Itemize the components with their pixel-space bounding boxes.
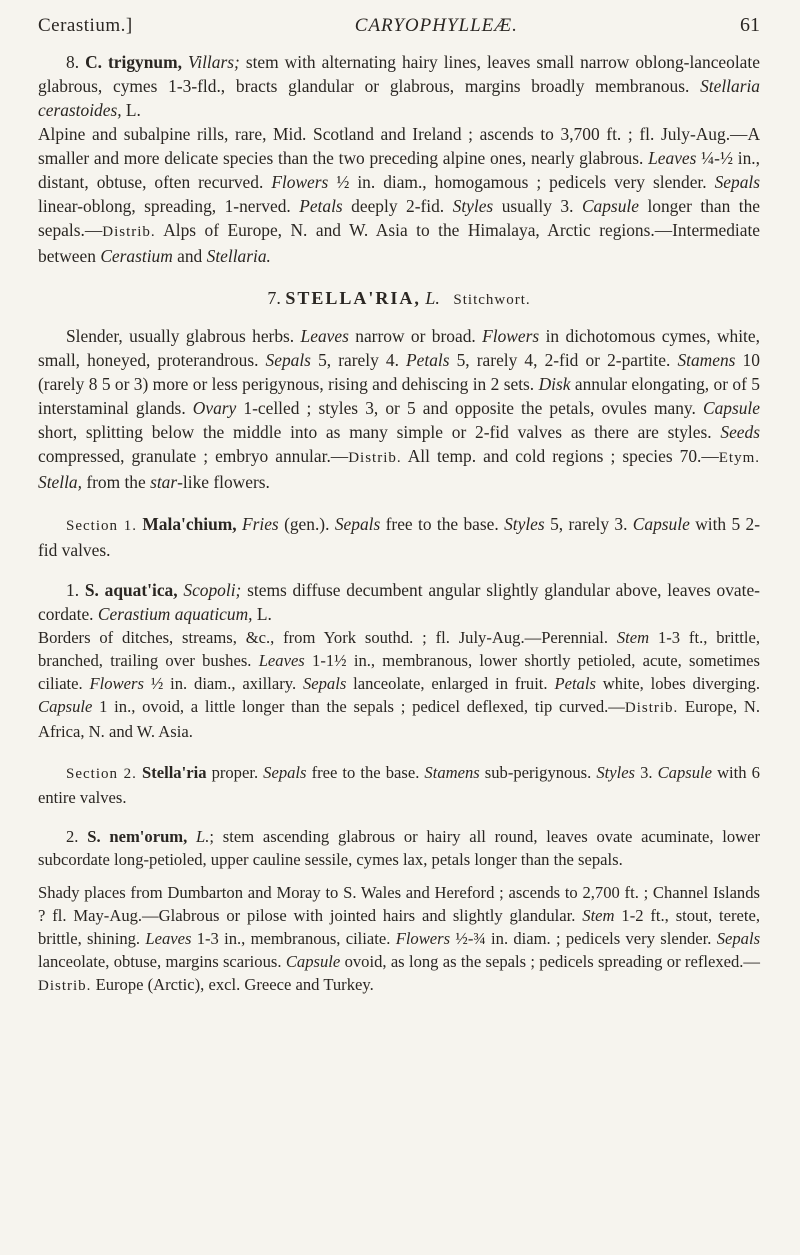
species-author: Villars; — [187, 52, 240, 72]
leaves-text: 1-3 in., membranous, ciliate. — [196, 929, 391, 948]
pedicels-text: pedicels very slender. — [565, 929, 712, 948]
page-number: 61 — [739, 14, 760, 36]
genus-ref: Stellaria. — [206, 246, 271, 266]
synonym-author: L. — [256, 604, 272, 624]
distrib-text: Europe, N. Africa, N. and W. Asia. — [38, 697, 760, 741]
flowers-label: Flowers — [395, 929, 451, 948]
species-name: aquat'ica, — [104, 580, 178, 600]
styles-text: 3. — [640, 763, 653, 782]
flowers-label: Flowers — [271, 172, 329, 192]
petals-text: deeply 2-fid. — [351, 196, 445, 216]
species-name: nem'orum, — [109, 827, 188, 846]
capsule-text: ovoid, as long as the sepals ; pedicels spreading or reflexed.— — [344, 952, 761, 971]
distrib-text: Europe (Arctic), excl. Greece and Turkey. — [95, 975, 374, 994]
genus-ref: Cerastium — [100, 246, 173, 266]
capsule-text: short, splitting below the middle into as many simple or 2-fid valves as there are styles. — [38, 422, 712, 442]
conjunction: and — [177, 246, 203, 266]
distrib-label: Distrib. — [348, 450, 402, 466]
capsule-label: Capsule — [285, 952, 341, 971]
habit-text: Slender, usually glabrous herbs. — [66, 326, 295, 346]
etymology-genus: Stella, — [38, 472, 82, 492]
distrib-label: Distrib. — [38, 978, 92, 994]
habitat-text: Borders of ditches, streams, &c., from York southd. ; fl. July-Aug.—Perennial. — [38, 628, 609, 647]
stamens-text: 10 (rarely 8 5 or 3) more or less perigynous, rising and dehiscing in 2 sets. — [38, 350, 760, 394]
styles-text: usually 3. — [501, 196, 574, 216]
sepals-text: free to the base. — [385, 514, 499, 534]
capsule-label: Capsule — [702, 398, 760, 418]
genus-description — [38, 324, 760, 494]
capsule-text: longer than the sepals.— — [38, 196, 760, 240]
distrib-label: Distrib. — [624, 700, 679, 716]
distrib-label: Distrib. — [102, 224, 156, 240]
capsule-label: Capsule — [38, 697, 93, 716]
synonym-author: L. — [125, 100, 141, 120]
stem-text: 1-2 ft., stout, terete, brittle, shining. — [38, 906, 760, 948]
petals-text: 5, rarely 4, 2-fid or 2-partite. — [456, 350, 671, 370]
common-name: Stitchwort. — [453, 292, 531, 308]
styles-text: 5, rarely 3. — [550, 514, 628, 534]
entry-number: 1. — [66, 580, 80, 600]
styles-label: Styles — [452, 196, 494, 216]
stem-label: Stem — [616, 628, 650, 647]
leaves-text: narrow or broad. — [355, 326, 476, 346]
disk-label: Disk — [538, 374, 571, 394]
genus-abbrev: C. — [85, 52, 102, 72]
etymology-text: -like flowers. — [177, 472, 270, 492]
species-details-nemorum — [38, 881, 760, 998]
disk-text: annular elongating, or of 5 interstaminal glands. — [38, 374, 760, 418]
species-entry-trigynum — [38, 50, 760, 122]
leaves-text: 1-1½ in., membranous, lower shortly petioled, acute, sometimes ciliate. — [38, 651, 760, 693]
genus-number: 7. — [267, 288, 281, 308]
section-author: Fries — [241, 514, 279, 534]
capsule-text: with 6 entire valves. — [38, 763, 760, 807]
synonym: Stellaria cerastoides, — [38, 76, 760, 120]
petals-label: Petals — [406, 350, 450, 370]
running-header — [38, 14, 760, 44]
leaves-label: Leaves — [258, 651, 305, 670]
sepals-text: 5, rarely 4. — [318, 350, 399, 370]
habitat-text: Alpine and subalpine rills, rare, Mid. Scotland and Ireland ; ascends to 3,700 ft. ; fl. July-Aug.—A smaller and more delicate species than the two preceding alpine ones, nearly glabrous. — [38, 124, 760, 168]
capsule-label: Capsule — [657, 763, 713, 782]
species-entry-nemorum — [38, 825, 760, 871]
ovary-text: 1-celled ; styles 3, or 5 and opposite the petals, ovules many. — [243, 398, 696, 418]
leaves-text: ¼-½ in., distant, obtuse, often recurved. — [38, 148, 760, 192]
seeds-text: compressed, granulate ; embryo annular.— — [38, 446, 349, 466]
section-label: Section 1. — [66, 518, 138, 534]
sepals-text: lanceolate, enlarged in fruit. — [353, 674, 548, 693]
sepals-label: Sepals — [263, 763, 307, 782]
species-name: trigynum, — [108, 52, 182, 72]
sepals-label: Sepals — [302, 674, 347, 693]
flowers-text: ½-¾ in. diam. ; — [455, 929, 561, 948]
stem-text: 1-3 ft., brittle, branched, trailing over bushes. — [38, 628, 760, 670]
capsule-text: 1 in., ovoid, a little longer than the sepals ; pedicel deflexed, tip curved.— — [99, 697, 625, 716]
etymology-star: star — [150, 472, 178, 492]
sepals-label: Sepals — [714, 172, 760, 192]
capsule-text: with 5 2-fid valves. — [38, 514, 761, 560]
stamens-label: Stamens — [424, 763, 480, 782]
capsule-label: Capsule — [632, 514, 690, 534]
habitat-text: Shady places from Dumbarton and Moray to S. Wales and Hereford ; ascends to 2,700 ft. ; Channel Islands ? fl. May-Aug.—Glabrous or pilose with jointed hairs and slightly glandular. — [38, 883, 760, 925]
entry-number: 2. — [66, 827, 79, 846]
leaves-label: Leaves — [648, 148, 697, 168]
header-family: CARYOPHYLLEÆ. — [354, 15, 518, 36]
styles-label: Styles — [504, 514, 545, 534]
flowers-text: in dichotomous cymes, white, small, honeyed, proterandrous. — [38, 326, 760, 370]
section-malachium — [38, 512, 760, 562]
sepals-text: free to the base. — [311, 763, 420, 782]
header-genus: Cerastium.] — [38, 15, 133, 36]
sepals-label: Sepals — [716, 929, 761, 948]
section-label: Section 2. — [66, 766, 137, 782]
petals-label: Petals — [299, 196, 343, 216]
sepals-text: lanceolate, obtuse, margins scarious. — [38, 952, 282, 971]
section-gen: (gen.). — [284, 514, 330, 534]
entry-number: 8. — [66, 52, 80, 72]
distrib-text: Alps of Europe, N. and W. Asia to the Himalaya, Arctic regions.—Intermediate between — [38, 220, 761, 266]
petals-label: Petals — [554, 674, 596, 693]
stamens-label: Stamens — [677, 350, 736, 370]
genus-author: L. — [425, 288, 440, 308]
stem-label: Stem — [582, 906, 615, 925]
distrib-text: All temp. and cold regions ; species 70.— — [407, 446, 719, 466]
species-details-aquatica — [38, 626, 760, 743]
section-name: Mala'chium, — [142, 514, 237, 534]
sepals-label: Sepals — [334, 514, 381, 534]
styles-label: Styles — [596, 763, 636, 782]
species-entry-aquatica — [38, 578, 760, 626]
species-details-trigynum — [38, 122, 760, 268]
etymology-label: Etym. — [718, 450, 761, 466]
sepals-label: Sepals — [265, 350, 311, 370]
genus-abbrev: S. — [87, 827, 101, 846]
genus-name: STELLA'RIA, — [285, 288, 421, 308]
species-author: Scopoli; — [183, 580, 242, 600]
leaves-label: Leaves — [145, 929, 192, 948]
species-description: stem with alternating hairy lines, leaves small narrow oblong-lanceolate glabrous, cymes 1-3-fld., bracts glandular or glabrous, margins broadly membranous. — [38, 52, 760, 96]
species-description: stems diffuse decumbent angular slightly glandular above, leaves ovate-cordate. — [38, 580, 760, 624]
species-author: L. — [196, 827, 210, 846]
flowers-text: ½ in. diam., axillary. — [150, 674, 297, 693]
flowers-text: ½ in. diam., homogamous ; pedicels very slender. — [336, 172, 707, 192]
section-qualifier: proper. — [211, 763, 259, 782]
section-stellaria-proper — [38, 761, 760, 809]
sepals-text: linear-oblong, spreading, 1-nerved. — [38, 196, 291, 216]
flowers-label: Flowers — [89, 674, 144, 693]
flowers-label: Flowers — [482, 326, 540, 346]
capsule-label: Capsule — [581, 196, 639, 216]
section-name: Stella'ria — [141, 763, 207, 782]
stamens-text: sub-perigynous. — [484, 763, 592, 782]
leaves-label: Leaves — [300, 326, 349, 346]
synonym: Cerastium aquaticum, — [97, 604, 253, 624]
ovary-label: Ovary — [192, 398, 237, 418]
petals-text: white, lobes diverging. — [602, 674, 760, 693]
etymology-text: from the — [86, 472, 146, 492]
seeds-label: Seeds — [720, 422, 760, 442]
genus-heading — [38, 286, 760, 312]
species-description: ; stem ascending glabrous or hairy all round, leaves ovate acuminate, lower subcordate long-petioled, upper cauline sessile, cymes lax, petals longer than the sepals. — [38, 827, 761, 869]
genus-abbrev: S. — [84, 580, 99, 600]
